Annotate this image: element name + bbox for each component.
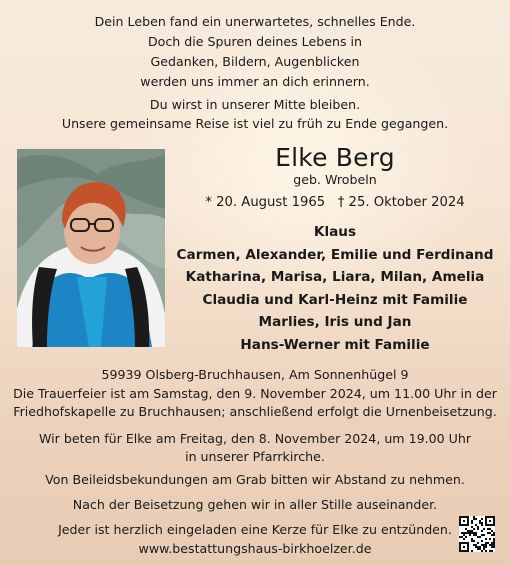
mourner-line-6: Hans-Werner mit Familie	[240, 337, 430, 353]
mourner-line-1: Klaus	[313, 224, 357, 240]
poem-line-6: Unsere gemeinsame Reise ist viel zu früh zu Ende gegangen.	[61, 116, 449, 131]
birth-name: geb. Wrobeln	[293, 172, 377, 187]
candle-invitation: Jeder ist herzlich eingeladen eine Kerze für Elke zu entzünden.	[58, 522, 452, 537]
portrait-photo-image	[17, 149, 165, 347]
poem-line-5: Du wirst in unserer Mitte bleiben.	[149, 97, 361, 112]
life-dates: * 20. August 1965 † 25. Oktober 2024	[205, 195, 465, 210]
mourner-line-2: Carmen, Alexander, Emilie und Ferdinand	[176, 247, 494, 263]
condolences-note: Von Beileidsbekundungen am Grab bitten wir Abstand zu nehmen.	[45, 472, 465, 487]
qr-code-graphic	[459, 516, 495, 552]
burial-note: Nach der Beisetzung gehen wir in aller Stille auseinander.	[72, 497, 438, 512]
poem-line-4: werden uns immer an dich erinnern.	[140, 74, 370, 89]
website-link[interactable]: www.bestattungshaus-birkhoelzer.de	[138, 541, 372, 556]
prayer-line-2: in unserer Pfarrkirche.	[185, 449, 325, 464]
deceased-name: Elke Berg	[275, 143, 395, 172]
prayer-line-1: Wir beten für Elke am Freitag, den 8. November 2024, um 19.00 Uhr	[38, 431, 472, 446]
poem-line-3: Gedanken, Bildern, Augenblicken	[150, 54, 360, 69]
mourner-line-4: Claudia und Karl-Heinz mit Familie	[202, 292, 468, 308]
funeral-line-2: Friedhofskapelle zu Bruchhausen; anschließend erfolgt die Urnenbeisetzung.	[13, 404, 497, 419]
mourner-line-3: Katharina, Marisa, Liara, Milan, Amelia	[185, 269, 485, 285]
portrait-photo	[17, 149, 165, 347]
poem-line-2: Doch die Spuren deines Lebens in	[147, 34, 362, 49]
funeral-line-1: Die Trauerfeier ist am Samstag, den 9. November 2024, um 11.00 Uhr in der	[13, 386, 497, 401]
address: 59939 Olsberg-Bruchhausen, Am Sonnenhügel 9	[101, 367, 409, 382]
poem-line-1: Dein Leben fand ein unerwartetes, schnelles Ende.	[94, 14, 416, 29]
qr-code-icon[interactable]	[459, 516, 495, 552]
mourner-line-5: Marlies, Iris und Jan	[258, 314, 412, 330]
